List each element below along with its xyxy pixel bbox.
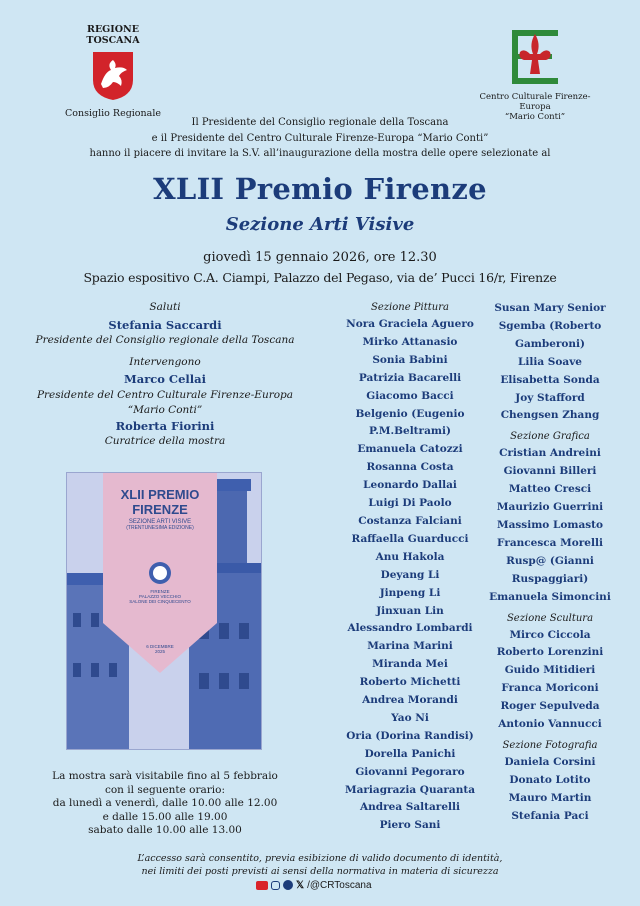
youtube-icon[interactable] [256,881,268,890]
event-date: giovedì 15 gennaio 2026, ore 12.30 [203,250,437,265]
section-label-fotografia: Sezione Fotografia [502,739,598,751]
poster-edition: (TRENTUNESIMA EDIZIONE) [126,525,194,531]
poster-section: SEZIONE ARTI VISIVE [128,519,192,525]
artist-name: P.M.Beltrami) [369,425,451,438]
artist-name: Roberto Lorenzini [496,646,604,659]
artist-name: Elisabetta Sonda [500,373,600,386]
interv-name-2: Roberta Fiorini [115,418,215,433]
artist-name: Rusp@ (Gianni [506,554,594,567]
artist-name: Giovanni Billeri [503,465,597,478]
access-line-1: L’accesso sarà consentito, previa esibizione di valido documento di identità, [137,853,503,864]
artist-name: Cristian Andreini [499,447,601,460]
artist-name: Jinxuan Lin [376,604,444,617]
artist-name: Guido Mitidieri [504,664,596,677]
artist-name: Yao Ni [391,711,429,724]
saluti-name: Stefania Saccardi [108,317,222,332]
artist-list [488,300,612,425]
poster-place: FIRENZE [150,589,170,594]
visit-line: da lunedì a venerdì, dalle 10.00 alle 12.00 [52,797,278,809]
exhibition-poster-image [66,472,262,750]
centro-culturale-logo [470,28,600,122]
intro-text [0,115,640,162]
interv-role-2: Curatrice della mostra [104,435,226,447]
visit-line: e dalle 15.00 alle 19.00 [102,810,228,823]
program-block [30,300,300,450]
centro-culturale-line2: “Mario Conti” [504,112,566,122]
artist-name: Anu Hakola [375,550,445,563]
artist-name: Joy Stafford [515,391,585,404]
artist-name: Mirco Ciccola [509,628,591,641]
artist-name: Miranda Mei [372,658,448,671]
interv-label: Intervengono [129,355,201,368]
artist-name: Roberto Michetti [359,676,461,689]
artist-name: Luigi Di Paolo [368,497,452,510]
artist-list [340,316,480,835]
access-note [0,852,640,878]
artist-name: Mariagrazia Quaranta [344,783,476,796]
instagram-icon[interactable] [271,881,280,890]
artist-name: Massimo Lomasto [496,518,604,531]
x-icon[interactable]: 𝕏 [296,879,305,891]
artist-name: Maurizio Guerrini [496,501,604,514]
regione-toscana-text: REGIONE TOSCANA [86,24,140,46]
artist-name: Marina Marini [367,640,453,653]
artist-name: Dorella Panichi [364,747,456,760]
saluti-role: Presidente del Consiglio regionale della Toscana [35,334,295,346]
artist-name: Matteo Cresci [508,483,592,496]
artist-name: Emanuela Simoncini [489,590,611,603]
intro-line: hanno il piacere di invitare la S.V. all’inaugurazione della mostra delle opere selezionate al [89,148,551,159]
artist-list [488,627,612,734]
artist-name: Rosanna Costa [366,461,454,474]
artist-name: Leonardo Dallai [363,479,457,492]
artist-name: Sonia Babini [372,353,448,366]
artist-name: Susan Mary Senior [494,302,606,314]
event-venue: Spazio espositivo C.A. Ciampi, Palazzo del Pegaso, via de’ Pucci 16/r, Firenze [83,270,557,285]
artist-name: Patrizia Bacarelli [358,371,462,384]
centro-culturale-line1: Centro Culturale Firenze-Europa [479,92,591,112]
artist-name: Sgemba (Roberto [498,319,602,332]
artist-name: Chengsen Zhang [500,409,600,422]
pegasus-crest-icon [91,50,135,102]
artists-column-2 [488,300,612,826]
visit-line: sabato dalle 10.00 alle 13.00 [88,824,242,836]
artist-name: Stefania Paci [511,809,589,822]
page-subtitle: Sezione Arti Visive [225,214,415,235]
social-handle[interactable]: /@CRToscana [307,879,372,891]
regione-toscana-logo [60,24,166,119]
artist-list [488,445,612,606]
artist-name: Piero Sani [379,819,441,832]
artist-name: Deyang Li [380,568,440,581]
artist-name: Alessandro Lombardi [347,622,473,635]
artist-name: Antonio Vannucci [498,718,602,731]
section-label-pittura: Sezione Pittura [371,302,449,313]
artist-name: Andrea Saltarelli [359,801,460,814]
artist-name: Giacomo Bacci [366,389,454,402]
interv-role-1a: Presidente del Centro Culturale Firenze-Europa [36,388,294,401]
page-title: XLII Premio Firenze [153,172,487,206]
poster-year: 2025 [154,649,165,654]
artist-name: Jinpeng Li [379,586,441,599]
artist-name: Gamberoni) [514,337,586,350]
intro-line: Il Presidente del Consiglio regionale della Toscana [191,117,449,128]
poster-hall: SALONE DEI CINQUECENTO [129,599,191,604]
artist-name: Belgenio (Eugenio [355,407,465,420]
artist-name: Mirko Attanasio [362,335,458,348]
poster-title-2: FIRENZE [132,502,188,517]
artist-name: Emanuela Catozzi [357,443,463,456]
interv-name-1: Marco Cellai [124,372,206,386]
artist-name: Daniela Corsini [504,755,596,768]
artist-name: Lilia Soave [518,355,582,368]
artist-name: Andrea Morandi [362,694,458,707]
poster-text [103,487,217,654]
artist-name: Raffaella Guarducci [351,532,469,545]
facebook-icon[interactable] [283,880,293,890]
intro-line: e il Presidente del Centro Culturale Firenze-Europa “Mario Conti” [151,132,489,144]
artist-name: Nora Graciela Aguero [346,318,474,330]
artists-column-1 [340,300,480,835]
artist-name: Franca Moriconi [501,682,599,695]
artist-name: Costanza Falciani [358,514,462,527]
visit-line: con il seguente orario: [104,783,226,796]
artist-name: Donato Lotito [509,773,591,786]
saluti-label: Saluti [149,301,181,313]
poster-date: 6 DICEMBRE [146,644,174,649]
visit-info [20,770,310,838]
interv-role-1b: “Mario Conti” [127,404,203,416]
visit-line: La mostra sarà visitabile fino al 5 febbraio [52,770,278,782]
consiglio-regionale-text: Consiglio Regionale [65,108,161,119]
artist-name: Giovanni Pegoraro [355,765,465,778]
artist-name: Roger Sepulveda [500,700,600,713]
section-label-grafica: Sezione Grafica [510,431,590,443]
poster-title-1: XLII PREMIO [120,487,200,502]
artist-name: Mauro Martin [508,791,592,804]
access-line-2: nei limiti dei posti previsti ai sensi della normativa in materia di sicurezza [141,866,499,877]
artist-name: Francesca Morelli [497,536,603,549]
social-bar [256,878,372,892]
poster-palace: PALAZZO VECCHIO [139,594,181,599]
fleur-de-lis-icon [506,28,564,86]
artist-name: Oria (Dorina Randisi) [346,729,474,742]
section-label-scultura: Sezione Scultura [506,612,594,624]
artist-name: Ruspaggiari) [511,572,589,585]
artist-list [488,754,612,826]
